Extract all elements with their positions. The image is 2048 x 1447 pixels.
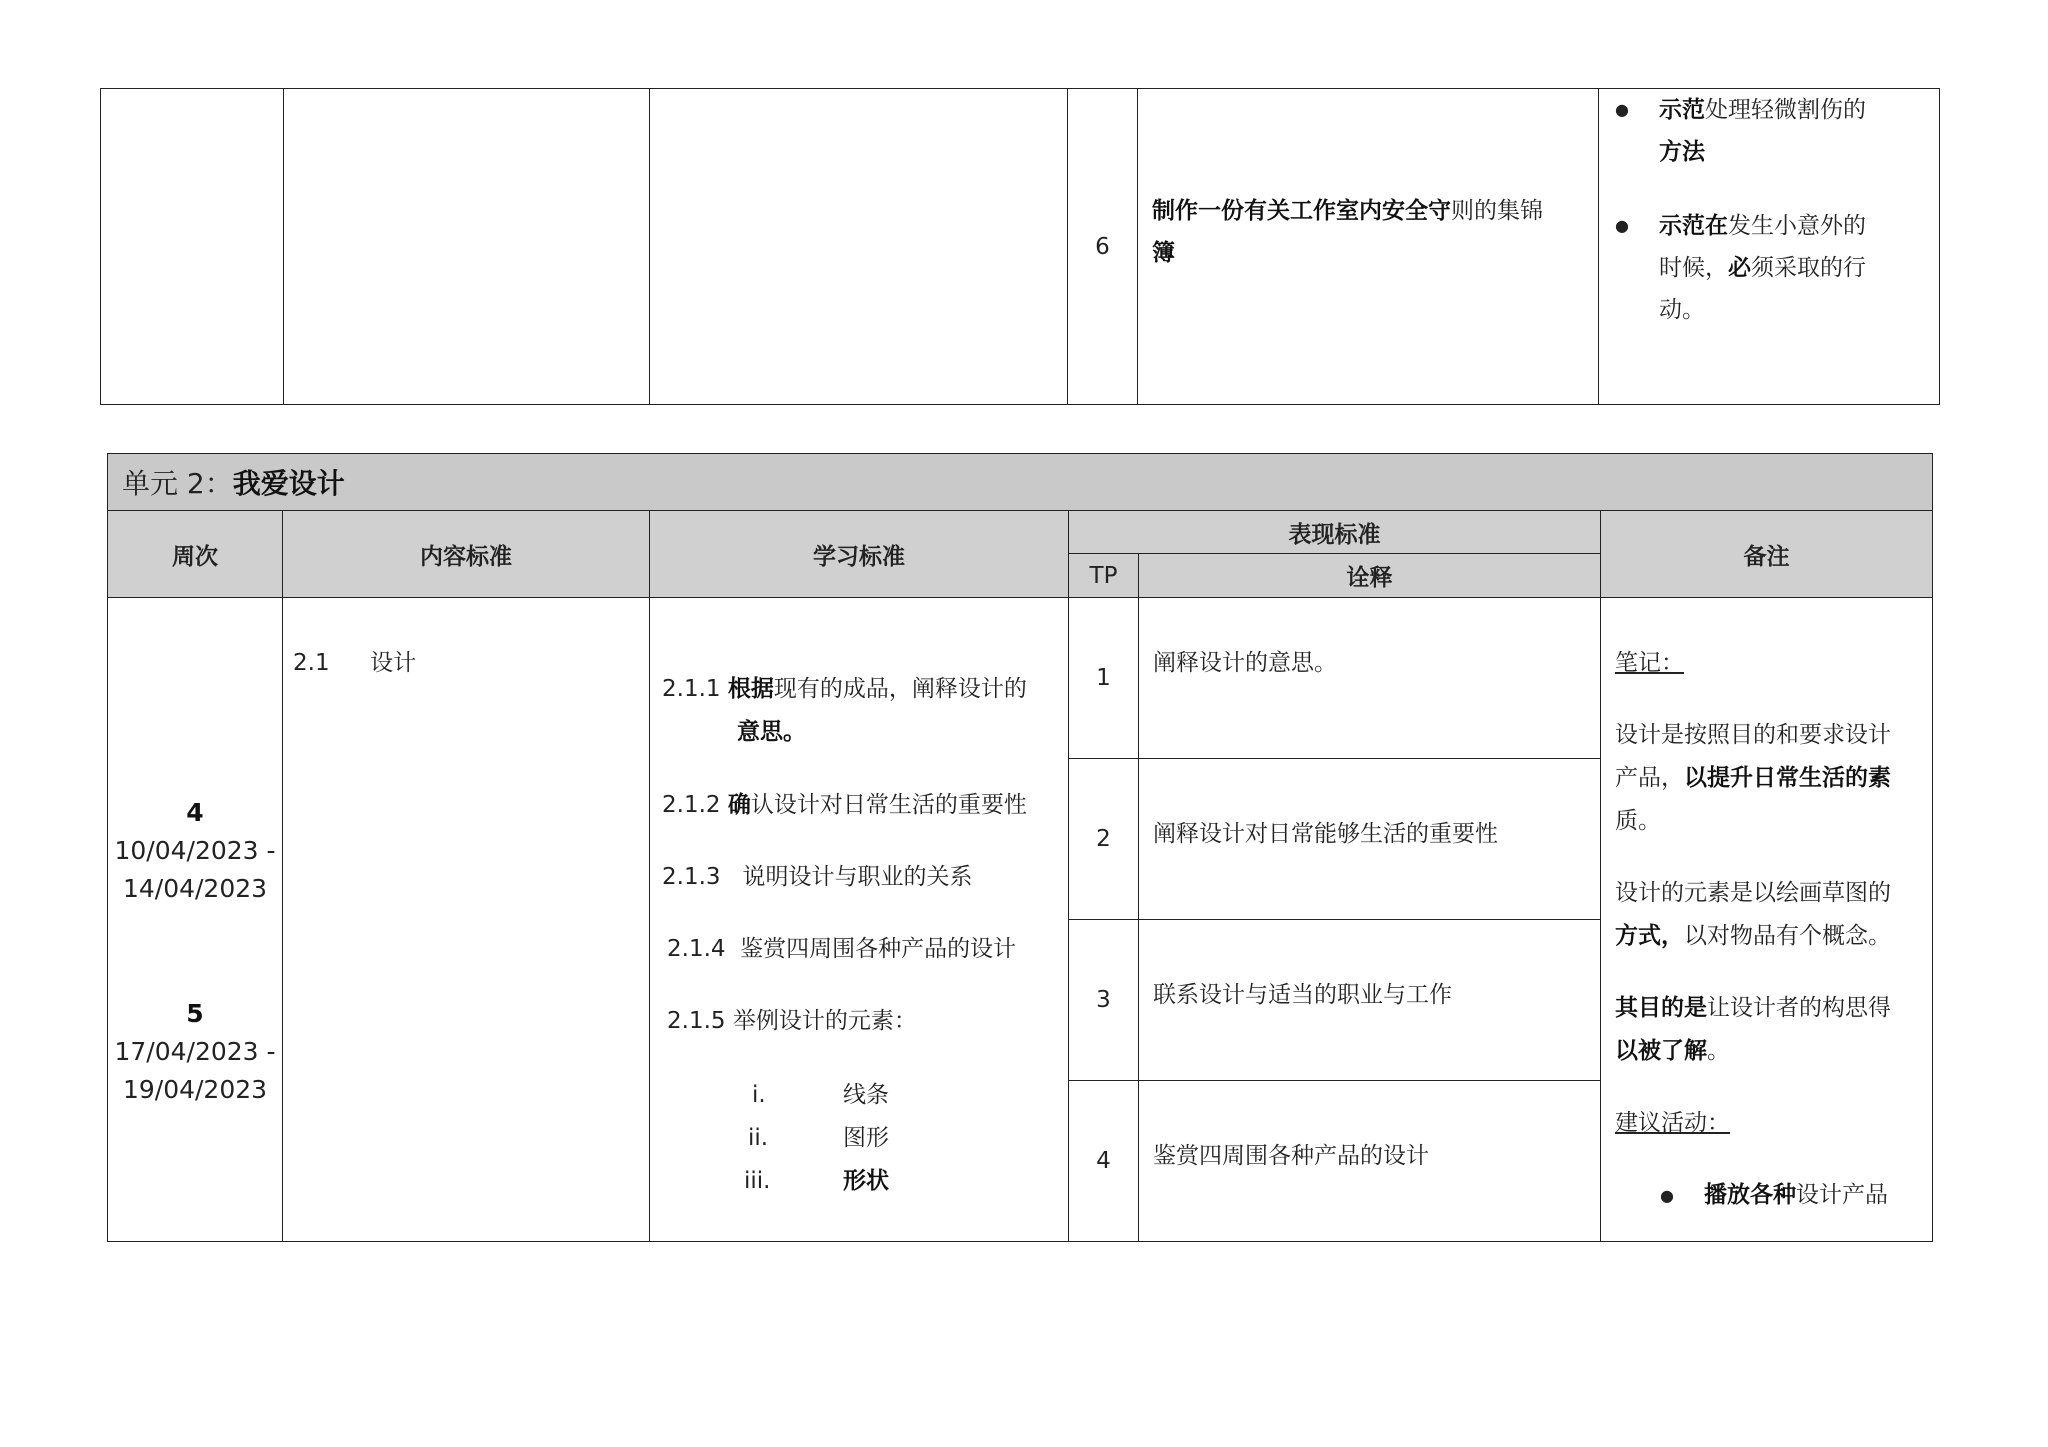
performance-text: 阐释设计的意思。 [1153, 650, 1337, 676]
performance-text-cell [1139, 920, 1601, 1081]
top-note2-line2b: 须采取的行 [1751, 255, 1866, 281]
p1-line3: 质。 [1615, 808, 1661, 834]
week-4-end: 14/04/2023 [122, 874, 268, 903]
top-learning-cell [650, 89, 1068, 405]
tp-cell [1069, 920, 1139, 1081]
p1-line1: 设计是按照目的和要求设计 [1615, 722, 1891, 748]
remarks-cell [1601, 598, 1933, 1242]
tp-number: 3 [1096, 987, 1111, 1013]
ls1-code: 2.1.1 [662, 676, 728, 702]
top-week-cell [101, 89, 284, 405]
performance-text-cell [1139, 598, 1601, 759]
unit-title-prefix: 单元 2： [122, 467, 233, 500]
ls3: 2.1.3 说明设计与职业的关系 [662, 864, 973, 890]
activity-item [1615, 1174, 1930, 1217]
performance-text-cell [1139, 759, 1601, 920]
p2-line2b: 以对物品有个概念。 [1684, 923, 1891, 949]
top-note1-rest: 处理轻微割伤的 [1705, 97, 1866, 123]
performance-text: 阐释设计对日常能够生活的重要性 [1153, 820, 1498, 847]
element-item [650, 1074, 1069, 1117]
element-num: ii. [748, 1125, 769, 1151]
ls4: 2.1.4 鉴赏四周围各种产品的设计 [667, 936, 1017, 962]
unit-title: 我爱设计 [232, 467, 345, 500]
bullet-icon: ● [1660, 1186, 1674, 1205]
top-tp-cell [1068, 89, 1138, 405]
tp-number: 1 [1096, 665, 1111, 691]
content-text: 设计 [370, 650, 417, 676]
activity-bold: 播放各种 [1704, 1182, 1796, 1208]
top-notes-cell [1599, 89, 1940, 405]
p1-line2-bold: 以提升日常生活的素 [1684, 765, 1891, 791]
top-note2-line3: 动。 [1659, 297, 1705, 323]
p3-line1-bold: 其目的是 [1615, 995, 1707, 1021]
header-remarks: 备注 [1601, 511, 1933, 598]
remarks-paragraph-2 [1615, 872, 1930, 958]
tp-cell [1069, 1081, 1139, 1242]
activity-label: 建议活动： [1615, 1110, 1730, 1136]
p2-line1: 设计的元素是以绘画草图的 [1615, 880, 1891, 906]
top-desc-bold: 制作一份有关工作室内安全守 [1152, 198, 1451, 224]
top-desc-cell [1138, 89, 1599, 405]
top-note1-line2: 方法 [1659, 139, 1705, 165]
top-note2-rest: 发生小意外的 [1728, 213, 1866, 239]
elements-list [650, 1074, 1069, 1203]
learning-standards-cell [650, 598, 1069, 1242]
ls1-rest: 现有的成品，阐释设计的 [773, 676, 1027, 702]
top-note2-line2-bold: 必 [1728, 255, 1751, 281]
element-num: iii. [744, 1168, 771, 1194]
ls2-rest: 认设计对日常生活的重要性 [750, 792, 1027, 818]
top-note2-bold: 示范在 [1659, 213, 1728, 239]
remarks-paragraph-3 [1615, 987, 1930, 1073]
element-text: 图形 [843, 1125, 889, 1151]
header-learning: 学习标准 [650, 511, 1069, 598]
week-4-number: 4 [186, 798, 204, 827]
p3-line2-bold: 以被了解 [1615, 1038, 1707, 1064]
ls1-bold: 根据 [727, 676, 774, 702]
top-note2-line2a: 时候， [1659, 255, 1728, 281]
top-note1-bold: 示范 [1659, 97, 1705, 123]
bullet-icon: ● [1615, 100, 1629, 119]
week-4-start: 10/04/2023 - [114, 836, 276, 865]
p1-line2a: 产品， [1615, 765, 1684, 791]
performance-text: 联系设计与适当的职业与工作 [1153, 981, 1452, 1008]
tp-cell [1069, 598, 1139, 759]
week-5-start: 17/04/2023 - [114, 1037, 276, 1066]
element-item [650, 1160, 1069, 1203]
ls1-line2: 意思。 [737, 719, 806, 745]
performance-text: 鉴赏四周围各种产品的设计 [1153, 1142, 1429, 1169]
notes-label: 笔记： [1615, 650, 1684, 676]
remarks-paragraph-1 [1615, 714, 1930, 843]
week-cell [108, 598, 283, 1242]
tp-number: 4 [1096, 1148, 1111, 1174]
unit-title-cell [108, 454, 1933, 511]
p3-line1b: 让设计者的构思得 [1707, 995, 1891, 1021]
header-week: 周次 [108, 511, 283, 598]
element-num: i. [752, 1082, 766, 1108]
top-table [100, 88, 1940, 405]
top-tp-number: 6 [1095, 233, 1110, 260]
ls2-code: 2.1.2 [662, 792, 728, 818]
p2-line2-bold: 方式， [1615, 923, 1684, 949]
tp-cell [1069, 759, 1139, 920]
ls2-bold: 确 [727, 792, 751, 818]
top-desc-line2: 簿 [1152, 240, 1175, 266]
top-content-cell [284, 89, 650, 405]
element-item [650, 1117, 1069, 1160]
ls5: 2.1.5 举例设计的元素： [667, 1008, 917, 1034]
header-tp: TP [1069, 554, 1139, 598]
content-standard-cell [283, 598, 650, 1242]
content-code: 2.1 [293, 650, 330, 676]
activity-rest: 设计产品 [1796, 1182, 1888, 1208]
header-content: 内容标准 [283, 511, 650, 598]
element-text: 形状 [843, 1168, 889, 1194]
week-5-number: 5 [186, 999, 204, 1028]
unit-table [107, 453, 1933, 1242]
performance-text-cell [1139, 1081, 1601, 1242]
header-performance: 表现标准 [1069, 511, 1601, 554]
header-explanation: 诠释 [1139, 554, 1601, 598]
tp-number: 2 [1096, 826, 1111, 852]
week-5-end: 19/04/2023 [122, 1075, 268, 1104]
element-text: 线条 [843, 1082, 889, 1108]
top-desc-rest: 则的集锦 [1451, 198, 1543, 224]
bullet-icon: ● [1615, 216, 1629, 235]
p3-line2b: 。 [1707, 1038, 1730, 1064]
